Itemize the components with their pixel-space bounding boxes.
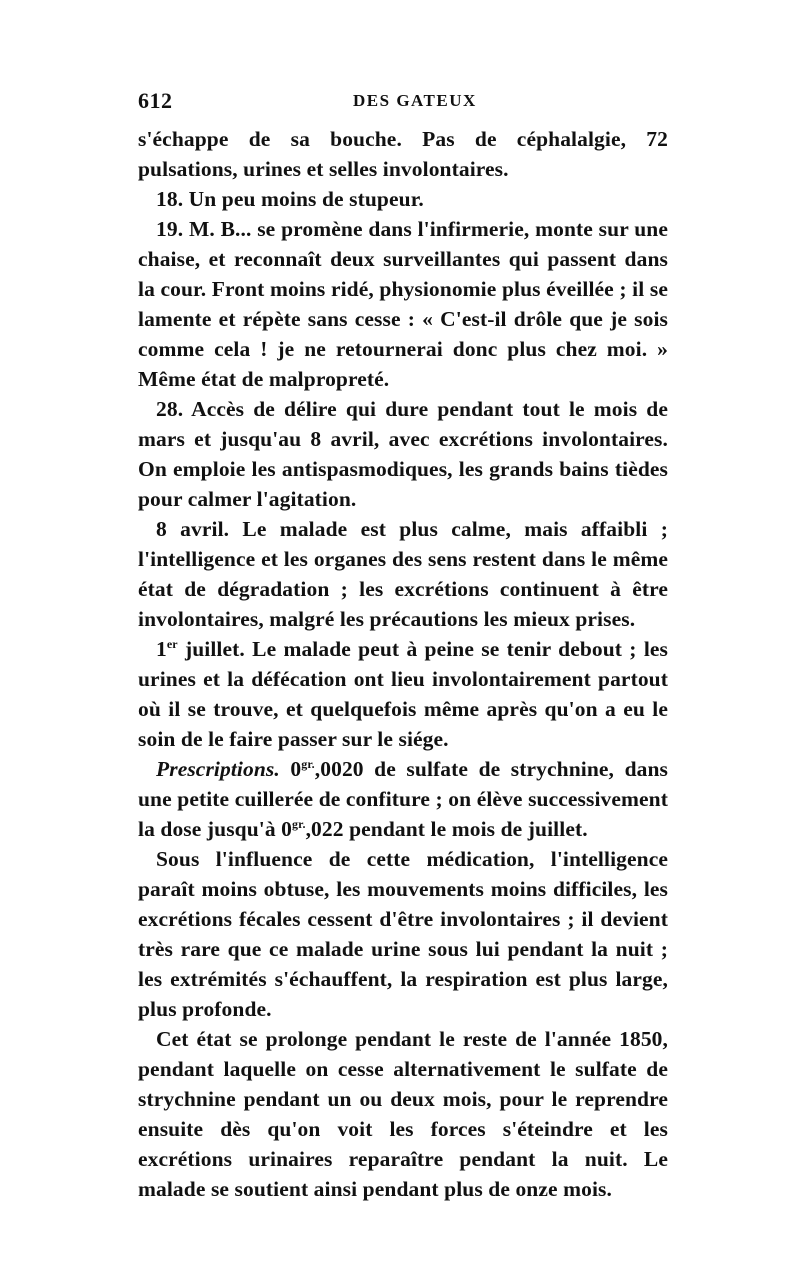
page-header <box>138 88 668 118</box>
unit-superscript-1: gr. <box>301 756 315 771</box>
paragraph-1850: Cet état se prolonge pendant le reste de l'année 1850, pendant laquelle on cesse alternativement le sulfate de strychnine pendant un ou deux mois, pour le reprendre ensuite dès qu'on voit les forces s'éteindre et les excrétions urinaires reparaître pendant la nuit. Le malade se soutient ainsi pendant plus de onze mois. <box>138 1027 668 1201</box>
ordinal-superscript: er <box>166 636 178 651</box>
page-number: 612 <box>138 88 173 113</box>
paragraph-prescriptions <box>138 754 668 844</box>
prescriptions-label: Prescriptions. <box>156 757 280 781</box>
paragraph-1er-juillet <box>138 634 668 754</box>
paragraph-influence: Sous l'influence de cette médication, l'intelligence paraît moins obtuse, les mouvements moins difficiles, les excrétions fécales cessent d'être involontaires ; il devient très rare que ce malade urine sous lui pendant la nuit ; les extrémités s'échauffent, la respiration est plus large, plus profonde. <box>138 847 668 1021</box>
paragraph-day-28: 28. Accès de délire qui dure pendant tout le mois de mars et jusqu'au 8 avril, avec excrétions involontaires. On emploie les antispasmodiques, les grands bains tièdes pour calmer l'agitation. <box>138 397 668 511</box>
paragraph-continuation: s'échappe de sa bouche. Pas de céphalalgie, 72 pulsations, urines et selles involontaires. <box>138 127 668 181</box>
dose-text-1: 0 <box>279 757 302 781</box>
paragraph-8-avril: 8 avril. Le malade est plus calme, mais affaibli ; l'intelligence et les organes des sens restent dans le même état de dégradation ; les excrétions continuent à être involontaires, malgré les précautions les mieux prises. <box>138 517 668 631</box>
unit-superscript-2: gr. <box>292 816 306 831</box>
dose-text-2: ,0020 de sulfate de strychnine, dans une petite cuillerée de confiture ; on élève successivement la dose jusqu'à 0 <box>138 757 668 841</box>
body-text <box>138 124 668 1204</box>
date-number: 1 <box>156 637 167 661</box>
dose-text-3: ,022 pendant le mois de juillet. <box>305 817 588 841</box>
paragraph-day-18: 18. Un peu moins de stupeur. <box>156 187 424 211</box>
paragraph-day-19: 19. M. B... se promène dans l'infirmerie, monte sur une chaise, et reconnaît deux surveillantes qui passent dans la cour. Front moins ridé, physionomie plus éveillée ; il se lamente et répète sans cesse : « C'est-il drôle que je sois comme cela ! je ne retournerai donc plus chez moi. » Même état de malpropreté. <box>138 217 668 391</box>
paragraph-text: juillet. Le malade peut à peine se tenir debout ; les urines et la défécation ont lieu involontairement partout où il se trouve, et quelquefois même après qu'on a eu le soin de le faire passer sur le siége. <box>138 637 668 751</box>
running-head: DES GATEUX <box>353 91 477 110</box>
